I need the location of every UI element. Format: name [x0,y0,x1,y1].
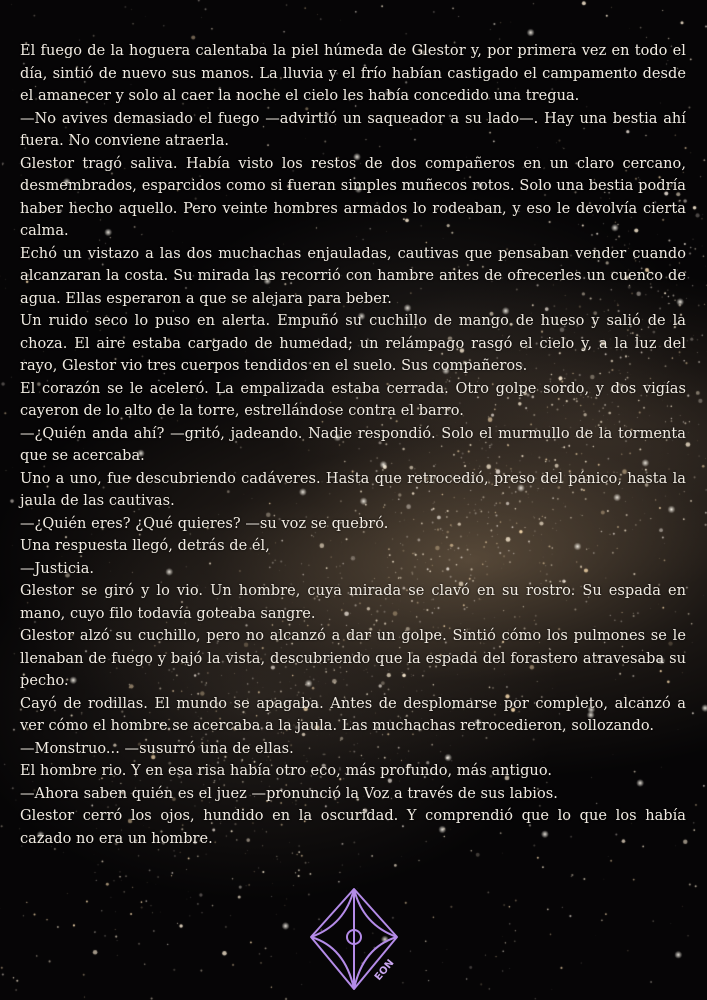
eon-logo [307,885,401,995]
story-text [20,40,686,850]
paragraph-8: Uno a uno, fue descubriendo cadáveres. Hasta que retrocedió, preso del pánico, hasta la jaula de las cautivas. [20,470,686,509]
paragraph-17: —Ahora saben quién es el juez —pronunció la Voz a través de sus labios. [20,785,558,802]
paragraph-1: El fuego de la hoguera calentaba la piel húmeda de Glestor y, por primera vez en todo el día, sintió de nuevo sus manos. La lluvia y el frío habían castigado el campamento desde el amanecer y solo al caer la noche el cielo les había concedido una tregua. [20,43,686,104]
paragraph-2: —No avives demasiado el fuego —advirtió un saqueador a su lado—. Hay una bestia ahí fuera. No conviene atraerla. [20,110,686,149]
paragraph-4: Echó un vistazo a las dos muchachas enjauladas, cautivas que pensaban vender cuando alcanzaran la costa. Su mirada las recorrió con hambre antes de ofrecerles un cuenco de agua. Ellas esperaron a que se alejara para beber. [20,245,686,307]
paragraph-15: —Monstruo... —susurró una de ellas. [20,740,294,757]
paragraph-7: —¿Quién anda ahí? —gritó, jadeando. Nadie respondió. Solo el murmullo de la tormenta que se acercaba. [20,425,686,464]
paragraph-13: Glestor alzó su cuchillo, pero no alcanzó a dar un golpe. Sintió cómo los pulmones se le llenaban de fuego y bajó la vista, descubriendo que la espada del forastero atravesaba su pecho. [20,628,686,689]
paragraph-14: Cayó de rodillas. El mundo se apagaba. Antes de desplomarse por completo, alcanzó a ver cómo el hombre se acercaba a la jaula. Las muchachas retrocedieron, sollozando. [20,695,686,734]
paragraph-3: Glestor tragó saliva. Había visto los restos de dos compañeros en un claro cercano, desmembrados, esparcidos como si fueran simples muñecos rotos. Solo una bestia podría haber hecho aquello. Pero veinte hombres armados lo rodeaban, y eso le devolvía cierta calma. [20,155,686,239]
paragraph-6: El corazón se le aceleró. La empalizada estaba cerrada. Otro golpe sordo, y dos vigías cayeron de lo alto de la torre, estrellándose contra el barro. [20,380,686,419]
paragraph-12: Glestor se giró y lo vio. Un hombre, cuya mirada se clavó en su rostro. Su espada en mano, cuyo filo todavía goteaba sangre. [20,583,686,622]
paragraph-11: —Justicia. [20,560,95,577]
paragraph-10: Una respuesta llegó, detrás de él, [20,538,270,554]
paragraph-18: Glestor cerró los ojos, hundido en la oscuridad. Y comprendió que lo que los había cazado no era un hombre. [20,808,686,847]
paragraph-5: Un ruido seco lo puso en alerta. Empuñó su cuchillo de mango de hueso y salió de la choza. El aire estaba cargado de humedad; un relámpago rasgó el cielo y, a la luz del rayo, Glestor vio tres cuerpos tendidos en el suelo. Sus compañeros. [20,313,686,374]
logo-label: EON [372,957,397,983]
paragraph-16: El hombre rio. Y en esa risa había otro eco, más profundo, más antiguo. [20,763,553,779]
paragraph-9: —¿Quién eres? ¿Qué quieres? —su voz se quebró. [20,515,389,532]
